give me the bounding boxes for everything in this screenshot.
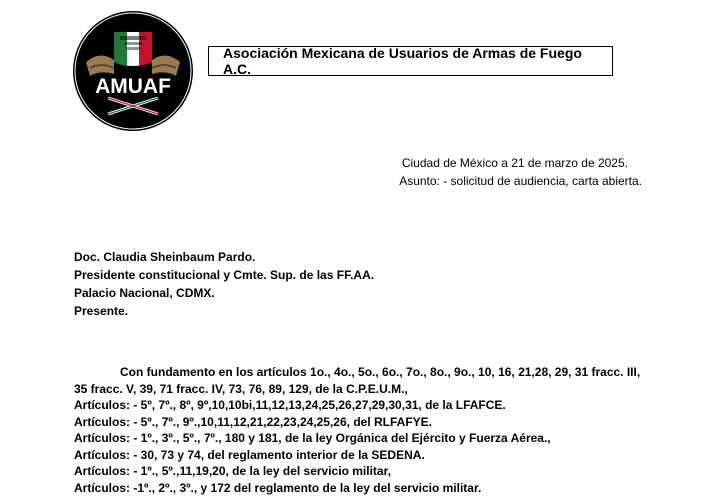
- place-date: Ciudad de México a 21 de marzo de 2025.: [401, 156, 628, 170]
- addressee-salutation: Presente.: [74, 304, 129, 318]
- legal-article-line: Artículos: - 5º., 7º., 9º.,10,11,12,21,22,23,24,25,26, del RLFAFYE.: [74, 414, 432, 429]
- organization-title: [208, 46, 613, 76]
- logo-acronym: AMUAF: [95, 75, 171, 98]
- organization-name: Asociación Mexicana de Usuarios de Armas de Fuego A.C.: [223, 45, 582, 77]
- legal-basis-intro: Con fundamento en los artículos 1o., 4o., 5o., 6o., 7o., 8o., 9o., 10, 16, 21,28, 29, 31 fracc. III, 35 fracc. V, 39, 71 fracc. IV, 73, 76, 89, 129, de la C.P.E.U.M.,: [74, 365, 641, 396]
- legal-article-line: Artículos: - 1º., 5º.,11,19,20, de la ley del servicio militar,: [74, 464, 391, 478]
- addressee-block: [74, 248, 374, 320]
- subject-line: Asunto: - solicitud de audiencia, carta abierta.: [399, 174, 642, 188]
- legal-article-line: Artículos: -1º., 2º., 3º., y 172 del reglamento de la ley del servicio militar.: [74, 480, 482, 495]
- addressee-address: Palacio Nacional, CDMX.: [74, 286, 215, 300]
- addressee-name: Doc. Claudia Sheinbaum Pardo.: [74, 250, 256, 264]
- addressee-title: Presidente constitucional y Cmte. Sup. de las FF.AA.: [74, 268, 375, 282]
- legal-article-line: Artículos: - 30, 73 y 74, del reglamento interior de la SEDENA.: [74, 447, 425, 462]
- flag-shield-icon: [114, 32, 152, 66]
- letter-body: [74, 364, 648, 496]
- amuaf-logo-emblem: [72, 10, 194, 132]
- legal-article-line: Artículos: - 5º, 7º., 8º, 9º,10,10bi,11,12,13,24,25,26,27,29,30,31, de la LFAFCE.: [74, 398, 506, 412]
- legal-article-line: Artículos: - 1º., 3º., 5º., 7º., 180 y 181, de la ley Orgánica del Ejército y Fuerza Aérea.,: [74, 431, 551, 445]
- amuaf-logo: [72, 10, 194, 132]
